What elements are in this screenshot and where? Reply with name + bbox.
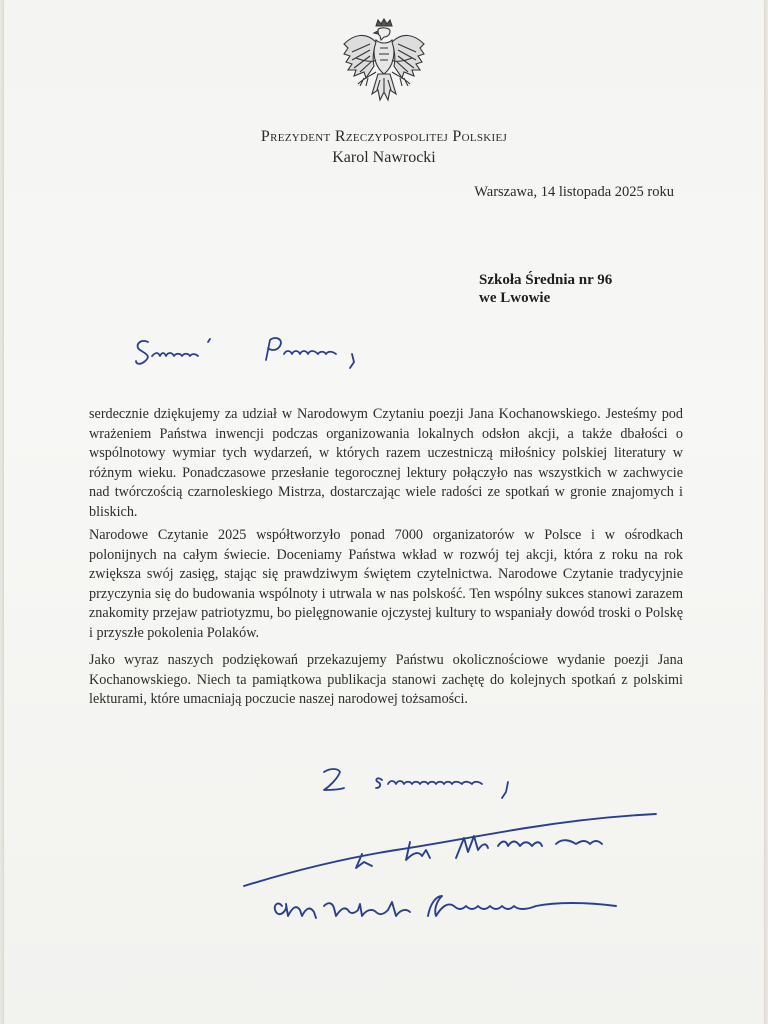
body-paragraph-1: serdecznie dziękujemy za udział w Narodowym Czytaniu poezji Jana Kochanowskiego. Jesteśmy pod wrażeniem Państwa inwencji podczas organizowania lokalnych odsłon akcji, a także dbałości o wspólnotowy wymiar tych wydarzeń, w których razem uczestniczą miłośnicy polskiej literatury w różnym wieku. Ponadczasowe przesłanie tegorocznej lektury połączyło nas wszystkich w zachwycie nad twórczością czarnoleskiego Mistrza, dostarczając wiele radości ze spotkań w gronie znajomych i bliskich. [89,406,683,520]
date-line: Warszawa, 14 listopada 2025 roku [474,184,674,200]
body-paragraph-2: Narodowe Czytanie 2025 współtworzyło ponad 7000 organizatorów w Polsce i w ośrodkach polonijnych na całym świecie. Doceniamy Państwa wkład w rozwój tej akcji, która z roku na rok zwiększa swój zasięg, stając się prawdziwym świętem czytelnictwa. Narodowe Czytanie tradycyjnie przyczynia się do budowania wspólnoty i utrwala w nas polskość. Ten wspólny sukces stanowi zarazem znakomity przejaw patriotyzmu, bo pielęgnowanie ojczystej kultury to wspaniały dowód troski o Polskę i przyszłe pokolenia Polaków. [89,527,683,641]
letterhead-title: Prezydent Rzeczypospolitej Polskiej [260,128,508,145]
polish-eagle-emblem-icon [340,18,428,112]
handwritten-closing [318,760,538,806]
recipient-line-1: Szkoła Średnia nr 96 [479,272,613,288]
body-paragraph-3: Jako wyraz naszych podziękowań przekazujemy Państwu okolicznościowe wydanie poezji Jana Kochanowskiego. Niech ta pamiątkowa publikacja stanowi zachętę do kolejnych spotkań z polskimi lekturami, które umacniają poczucie naszej narodowej tożsamości. [89,652,683,708]
recipient-block [479,271,612,307]
handwritten-salutation [128,326,368,378]
signatures-image [236,806,676,934]
letterhead-name: Karol Nawrocki [332,149,436,166]
recipient-line-2: we Lwowie [479,290,551,306]
